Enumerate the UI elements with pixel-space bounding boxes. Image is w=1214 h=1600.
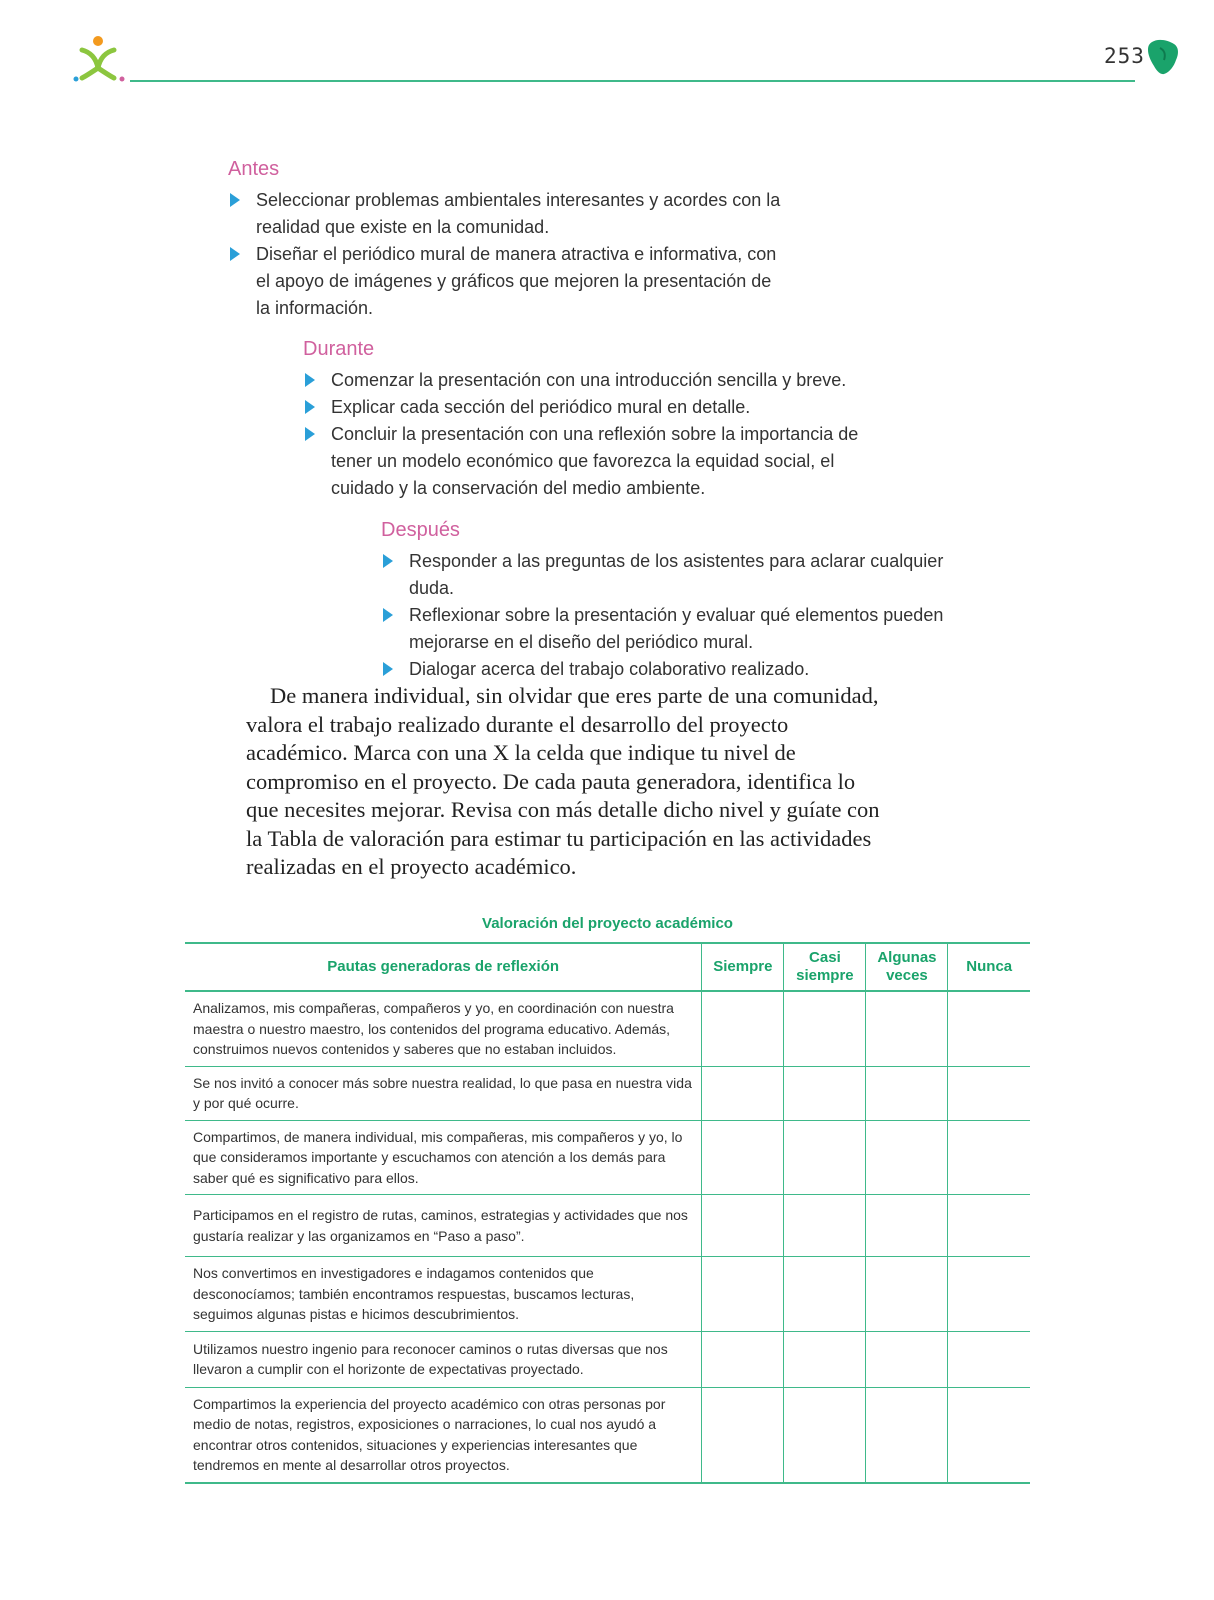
column-header-nunca: Nunca (948, 943, 1030, 991)
cell-nunca[interactable] (948, 1387, 1030, 1483)
list-item: Explicar cada sección del periódico mural en detalle. (303, 394, 873, 421)
section-durante (303, 337, 873, 502)
evaluation-table (185, 942, 1030, 1484)
cell-nunca[interactable] (948, 991, 1030, 1066)
column-header-pautas: Pautas generadoras de reflexión (185, 943, 702, 991)
cell-algunas-veces[interactable] (866, 1387, 948, 1483)
instructions-paragraph: De manera individual, sin olvidar que eres parte de una comunidad, valora el trabajo realizado durante el desarrollo del proyecto académico. Marca con una X la celda que indique tu nivel de compromiso en el proyecto. De cada pauta generadora, identifica lo que necesites mejorar. Revisa con más detalle dicho nivel y guíate con la Tabla de valoración para estimar tu participación en las actividades realizadas en el proyecto académico. (246, 683, 880, 879)
column-header-algunas-veces: Algunas veces (866, 943, 948, 991)
cell-siempre[interactable] (702, 1120, 784, 1195)
bullet-icon (305, 400, 315, 414)
page-number: 253 (1104, 44, 1145, 68)
program-logo-icon (72, 34, 128, 84)
table-row (185, 1120, 1030, 1195)
bullet-icon (305, 427, 315, 441)
pauta-text: Utilizamos nuestro ingenio para reconocer caminos o rutas diversas que nos llevaron a cumplir con el horizonte de expectativas proyectado. (185, 1331, 702, 1387)
table-row (185, 1195, 1030, 1257)
cell-siempre[interactable] (702, 1066, 784, 1120)
cell-casi-siempre[interactable] (784, 1195, 866, 1257)
section-antes (228, 157, 788, 322)
cell-nunca[interactable] (948, 1331, 1030, 1387)
bullet-icon (305, 373, 315, 387)
pauta-text: Nos convertimos en investigadores e indagamos contenidos que desconocíamos; también encontramos respuestas, buscamos lecturas, seguimos algunas pistas e hicimos descubrimientos. (185, 1257, 702, 1332)
list-item: Concluir la presentación con una reflexión sobre la importancia de tener un modelo económico que favorezca la equidad social, el cuidado y la conservación del medio ambiente. (303, 421, 873, 502)
pauta-text: Participamos en el registro de rutas, caminos, estrategias y actividades que nos gustaría realizar y las organizamos en “Paso a paso”. (185, 1195, 702, 1257)
cell-siempre[interactable] (702, 991, 784, 1066)
pauta-text: Se nos invitó a conocer más sobre nuestra realidad, lo que pasa en nuestra vida y por qué ocurre. (185, 1066, 702, 1120)
section-title-antes: Antes (228, 158, 280, 180)
cell-algunas-veces[interactable] (866, 1120, 948, 1195)
cell-casi-siempre[interactable] (784, 1120, 866, 1195)
cell-algunas-veces[interactable] (866, 1331, 948, 1387)
section-title-durante: Durante (303, 338, 375, 360)
column-header-casi-siempre: Casi siempre (784, 943, 866, 991)
column-header-siempre: Siempre (702, 943, 784, 991)
cell-casi-siempre[interactable] (784, 1257, 866, 1332)
table-row (185, 1066, 1030, 1120)
cell-casi-siempre[interactable] (784, 1066, 866, 1120)
section-despues (381, 518, 981, 683)
pauta-text: Compartimos, de manera individual, mis compañeras, mis compañeros y yo, lo que consideramos importante y escuchamos con atención a los demás para saber qué es significativo para ellos. (185, 1120, 702, 1195)
cell-nunca[interactable] (948, 1257, 1030, 1332)
cell-casi-siempre[interactable] (784, 1331, 866, 1387)
table-row (185, 1387, 1030, 1483)
table-header-row (185, 943, 1030, 991)
cell-nunca[interactable] (948, 1120, 1030, 1195)
cell-algunas-veces[interactable] (866, 1195, 948, 1257)
cell-siempre[interactable] (702, 1257, 784, 1332)
section-title-despues: Después (381, 519, 460, 541)
cell-siempre[interactable] (702, 1387, 784, 1483)
pauta-text: Analizamos, mis compañeras, compañeros y yo, en coordinación con nuestra maestra o nuestro maestro, los contenidos del programa educativo. Además, construimos nuevos contenidos y saberes que no estaban incluidos. (185, 991, 702, 1066)
list-item: Comenzar la presentación con una introducción sencilla y breve. (303, 367, 873, 394)
table-row (185, 991, 1030, 1066)
list-item: Responder a las preguntas de los asistentes para aclarar cualquier duda. (381, 548, 981, 602)
bullet-icon (230, 193, 240, 207)
bullet-icon (383, 554, 393, 568)
list-item: Dialogar acerca del trabajo colaborativo realizado. (381, 656, 981, 683)
cell-algunas-veces[interactable] (866, 1257, 948, 1332)
cell-algunas-veces[interactable] (866, 1066, 948, 1120)
table-row (185, 1257, 1030, 1332)
cell-nunca[interactable] (948, 1066, 1030, 1120)
bullet-icon (383, 608, 393, 622)
table-row (185, 1331, 1030, 1387)
bullet-icon (383, 662, 393, 676)
header-rule (130, 80, 1135, 82)
bullet-icon (230, 247, 240, 261)
cell-casi-siempre[interactable] (784, 991, 866, 1066)
list-item: Seleccionar problemas ambientales interesantes y acordes con la realidad que existe en la comunidad. (228, 187, 788, 241)
cell-nunca[interactable] (948, 1195, 1030, 1257)
cell-casi-siempre[interactable] (784, 1387, 866, 1483)
list-item: Reflexionar sobre la presentación y evaluar qué elementos pueden mejorarse en el diseño del periódico mural. (381, 602, 981, 656)
green-blob-icon (1146, 38, 1180, 76)
cell-siempre[interactable] (702, 1195, 784, 1257)
list-item: Diseñar el periódico mural de manera atractiva e informativa, con el apoyo de imágenes y gráficos que mejoren la presentación de la información. (228, 241, 788, 322)
cell-algunas-veces[interactable] (866, 991, 948, 1066)
table-caption: Valoración del proyecto académico (482, 915, 733, 932)
pauta-text: Compartimos la experiencia del proyecto académico con otras personas por medio de notas, registros, exposiciones o narraciones, lo cual nos ayudó a encontrar otros contenidos, situaciones y experiencias interesantes que tendremos en mente al desarrollar otros proyectos. (185, 1387, 702, 1483)
cell-siempre[interactable] (702, 1331, 784, 1387)
